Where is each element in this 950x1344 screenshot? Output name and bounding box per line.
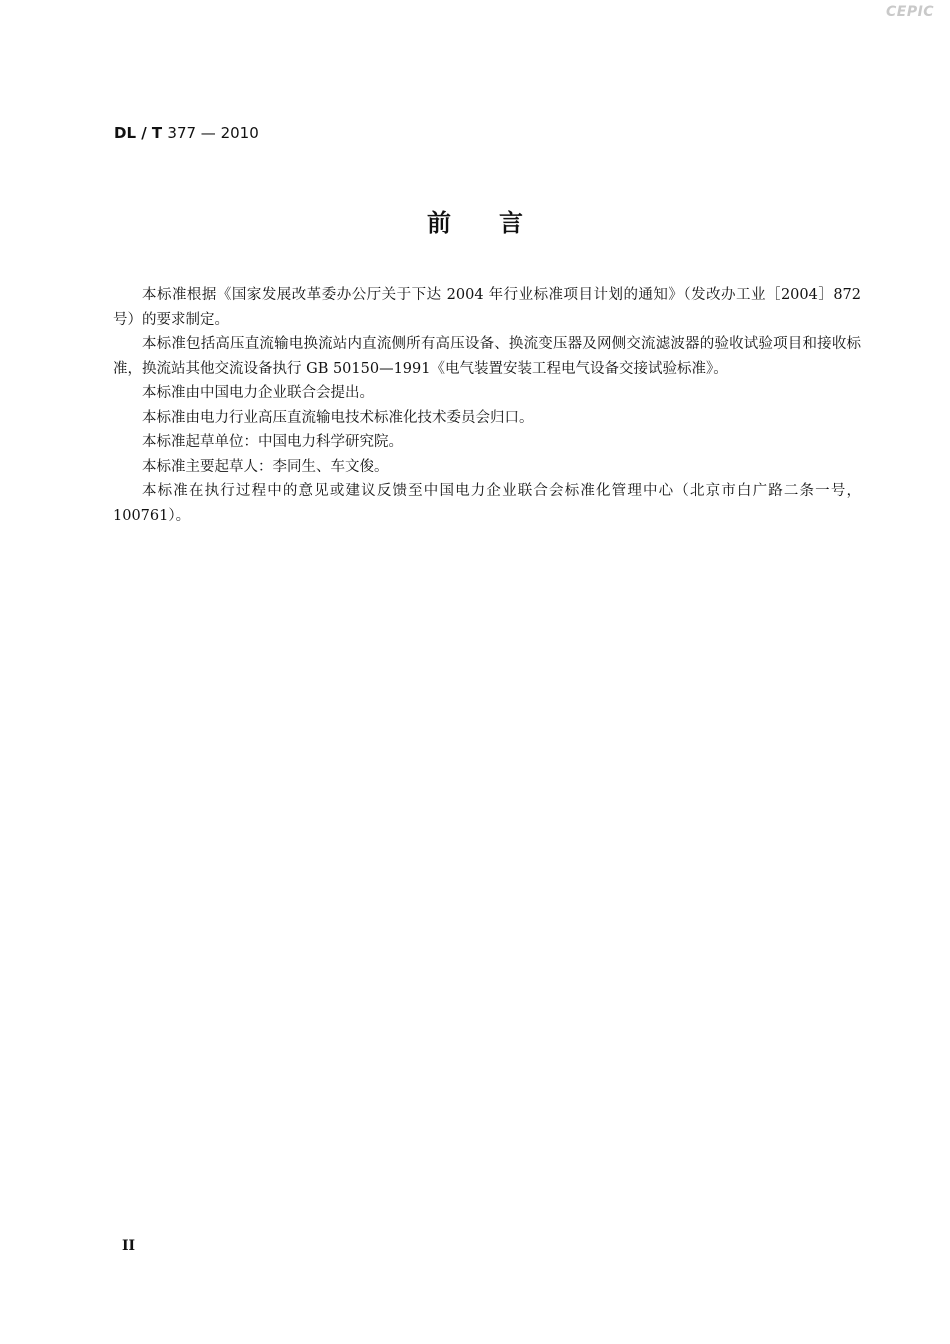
cepic-watermark-logo: CEPIC	[886, 4, 935, 20]
standard-code-prefix: DL / T	[114, 124, 163, 142]
page-number: II	[122, 1238, 136, 1254]
standard-code	[114, 124, 259, 142]
paragraph: 本标准由中国电力企业联合会提出。	[142, 385, 374, 401]
paragraph: 本标准起草单位：中国电力科学研究院。	[142, 434, 403, 450]
paragraph: 本标准由电力行业高压直流输电技术标准化技术委员会归口。	[142, 409, 534, 426]
page-title: 前言	[427, 209, 571, 237]
standard-code-number: 377 — 2010	[167, 124, 259, 142]
paragraph: 本标准主要起草人：李同生、车文俊。	[142, 458, 389, 475]
paragraph: 本标准根据《国家发展改革委办公厅关于下达 2004 年行业标准项目计划的通知》（发改办工业［2004］872 号）的要求制定。	[113, 287, 861, 328]
paragraph: 本标准包括高压直流输电换流站内直流侧所有高压设备、换流变压器及网侧交流滤波器的验收试验项目和接收标准，换流站其他交流设备执行 GB 50150—1991《电气装置安装工程电气设备交接试验标准》。	[113, 336, 861, 377]
paragraph: 本标准在执行过程中的意见或建议反馈至中国电力企业联合会标准化管理中心（北京市白广路二条一号，100761）。	[113, 483, 861, 524]
foreword-body	[113, 283, 861, 528]
